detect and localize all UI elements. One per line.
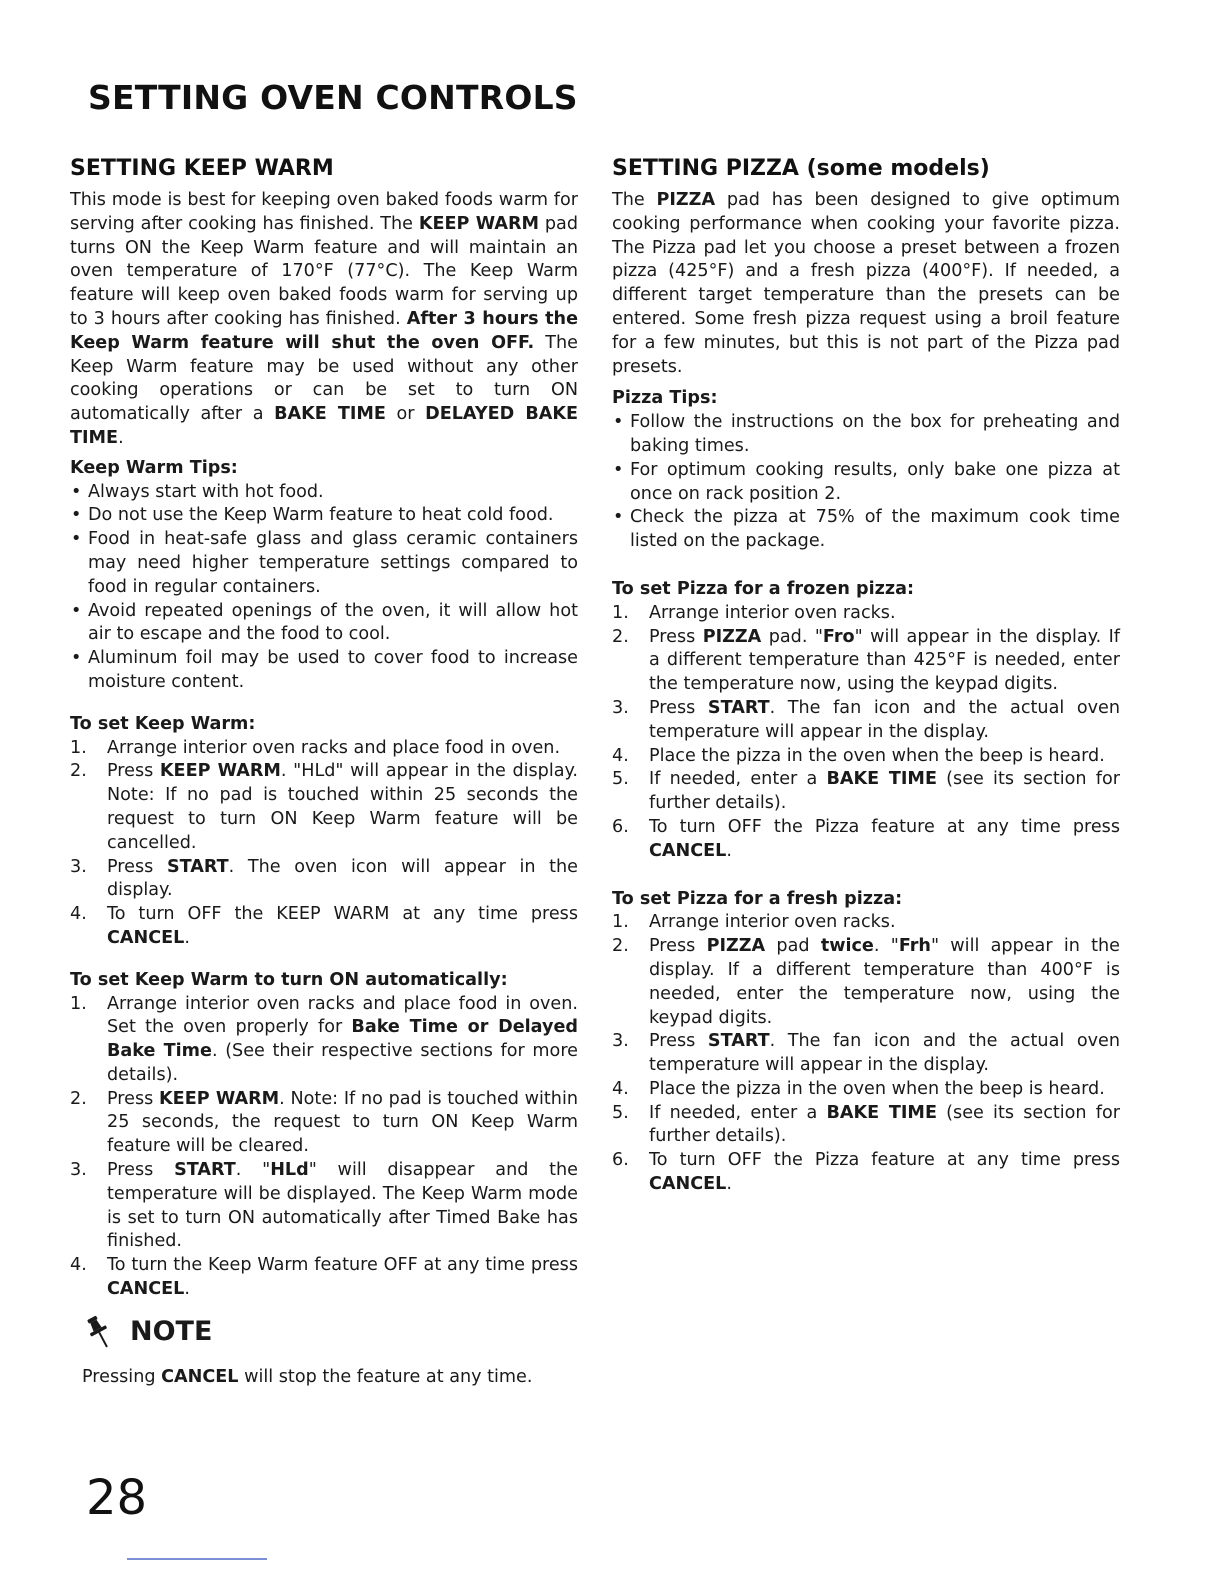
keep-warm-tips-list (70, 481, 578, 695)
step-item (70, 737, 578, 761)
step-text: Place the pizza in the oven when the beep is heard. (649, 1078, 1105, 1099)
step-item (612, 745, 1120, 769)
step-text: If needed, enter a BAKE TIME (see its section for further details). (649, 769, 1120, 814)
step-text: Arrange interior oven racks and place food in oven. (107, 737, 561, 758)
tip-item: • For optimum cooking results, only bake one pizza at once on rack position 2. (612, 459, 1120, 507)
frozen-pizza-steps (612, 602, 1120, 864)
step-text: Arrange interior oven racks. (649, 912, 896, 933)
note-title: NOTE (130, 1316, 213, 1347)
tip-item: • Follow the instructions on the box for preheating and baking times. (612, 411, 1120, 459)
step-item (70, 1088, 578, 1159)
pizza-tips-list (612, 411, 1120, 554)
step-number: 3. (70, 856, 87, 877)
set-keep-warm-steps (70, 737, 578, 951)
step-item (70, 903, 578, 951)
step-text: Press PIZZA pad. "Fro" will appear in the display. If a different temperature than 425°F is needed, enter the temperature now, using the keypad digits. (649, 626, 1120, 695)
step-number: 4. (70, 904, 87, 925)
step-item (612, 935, 1120, 1030)
step-item (70, 760, 578, 855)
step-number: 4. (612, 1078, 629, 1099)
pizza-tips-heading: Pizza Tips: (612, 388, 718, 409)
keep-warm-section (70, 156, 578, 1302)
step-item (612, 911, 1120, 935)
step-text: Press START. "HLd" will disappear and the temperature will be displayed. The Keep Warm mode is set to turn ON automatically after Timed Bake has finished. (107, 1160, 579, 1252)
auto-keep-warm-heading: To set Keep Warm to turn ON automatically: (70, 969, 508, 990)
note-text: Pressing CANCEL will stop the feature at any time. (82, 1367, 533, 1387)
keep-warm-tips-heading: Keep Warm Tips: (70, 457, 238, 478)
pizza-intro: The PIZZA pad has been designed to give optimum cooking performance when cooking your favorite pizza. The Pizza pad let you choose a preset between a frozen pizza (425°F) and a fresh pizza (400°F). If needed, a different target temperature than the presets can be entered. Some fresh pizza request using a broil feature for a few minutes, but this is not part of the Pizza pad presets. (612, 190, 1120, 377)
step-item (612, 626, 1120, 697)
step-item (612, 816, 1120, 864)
step-text: Press START. The oven icon will appear in the display. (107, 856, 578, 901)
step-text: Press PIZZA pad twice. "Frh" will appear in the display. If a different temperature than 400°F is needed, enter the temperature now, using the keypad digits. (649, 936, 1121, 1028)
step-number: 5. (612, 1102, 629, 1123)
pizza-section (612, 156, 1120, 1197)
step-number: 1. (70, 993, 87, 1014)
tip-item: • Food in heat-safe glass and glass ceramic containers may need higher temperature settings compared to food in regular containers. (70, 528, 578, 599)
step-item (70, 993, 578, 1088)
step-text: Arrange interior oven racks. (649, 602, 896, 623)
step-text: Press START. The fan icon and the actual oven temperature will appear in the display. (649, 1031, 1120, 1076)
auto-keep-warm-steps (70, 993, 578, 1302)
fresh-pizza-heading: To set Pizza for a fresh pizza: (612, 888, 903, 909)
pushpin-icon (82, 1313, 116, 1351)
step-number: 6. (612, 1150, 629, 1171)
footer-rule (127, 1558, 267, 1560)
step-number: 1. (612, 912, 629, 933)
step-item (612, 1030, 1120, 1078)
keep-warm-intro: This mode is best for keeping oven baked foods warm for serving after cooking has finished. The KEEP WARM pad turns ON the Keep Warm feature and will maintain an oven temperature of 170°F (77°C). The Keep Warm feature will keep oven baked foods warm for serving up to 3 hours after cooking has finished. After 3 hours the Keep Warm feature will shut the oven OFF. The Keep Warm feature may be used without any other cooking operations or can be set to turn ON automatically after a BAKE TIME or DELAYED BAKE TIME. (70, 190, 579, 448)
step-item (612, 697, 1120, 745)
step-item (70, 1159, 578, 1254)
step-text: Press KEEP WARM. "HLd" will appear in the display. Note: If no pad is touched within 25 seconds the request to turn ON Keep Warm feature will be cancelled. (107, 761, 579, 853)
step-text: To turn the Keep Warm feature OFF at any time press CANCEL. (107, 1255, 578, 1300)
step-item (612, 1078, 1120, 1102)
step-number: 2. (70, 761, 87, 782)
note-block (82, 1313, 602, 1389)
step-text: Press KEEP WARM. Note: If no pad is touched within 25 seconds, the request to turn ON Keep Warm feature will be cleared. (107, 1088, 578, 1157)
step-item (612, 1149, 1120, 1197)
step-number: 4. (612, 745, 629, 766)
step-item (612, 768, 1120, 816)
step-number: 1. (612, 602, 629, 623)
step-text: To turn OFF the Pizza feature at any time press CANCEL. (649, 1150, 1120, 1195)
step-text: Place the pizza in the oven when the beep is heard. (649, 745, 1105, 766)
tip-item: • Do not use the Keep Warm feature to heat cold food. (70, 504, 578, 528)
page-number: 28 (86, 1470, 148, 1526)
set-keep-warm-heading: To set Keep Warm: (70, 713, 256, 734)
step-number: 2. (612, 936, 629, 957)
step-number: 5. (612, 769, 629, 790)
frozen-pizza-heading: To set Pizza for a frozen pizza: (612, 578, 915, 599)
step-item (612, 1102, 1120, 1150)
step-number: 3. (612, 697, 629, 718)
step-text: If needed, enter a BAKE TIME (see its section for further details). (649, 1102, 1120, 1147)
step-number: 2. (70, 1088, 87, 1109)
step-item (612, 602, 1120, 626)
step-text: To turn OFF the Pizza feature at any time press CANCEL. (649, 816, 1120, 861)
fresh-pizza-steps (612, 911, 1120, 1197)
tip-item: • Check the pizza at 75% of the maximum cook time listed on the package. (612, 506, 1120, 554)
step-text: Press START. The fan icon and the actual oven temperature will appear in the display. (649, 697, 1120, 742)
tip-item: • Always start with hot food. (70, 481, 578, 505)
step-number: 3. (70, 1160, 87, 1181)
page-title: SETTING OVEN CONTROLS (88, 78, 578, 117)
step-number: 1. (70, 737, 87, 758)
step-number: 3. (612, 1031, 629, 1052)
pizza-title: SETTING PIZZA (some models) (612, 156, 990, 181)
step-item (70, 1254, 578, 1302)
step-number: 6. (612, 816, 629, 837)
step-item (70, 856, 578, 904)
step-number: 4. (70, 1255, 87, 1276)
step-text: To turn OFF the KEEP WARM at any time press CANCEL. (107, 904, 578, 948)
keep-warm-title: SETTING KEEP WARM (70, 156, 334, 181)
step-text: Arrange interior oven racks and place food in oven. Set the oven properly for Bake Time or Delayed Bake Time. (See their respective sections for more details). (107, 993, 578, 1085)
tip-item: • Aluminum foil may be used to cover food to increase moisture content. (70, 647, 578, 695)
tip-item: • Avoid repeated openings of the oven, it will allow hot air to escape and the food to cool. (70, 600, 578, 648)
step-number: 2. (612, 626, 629, 647)
